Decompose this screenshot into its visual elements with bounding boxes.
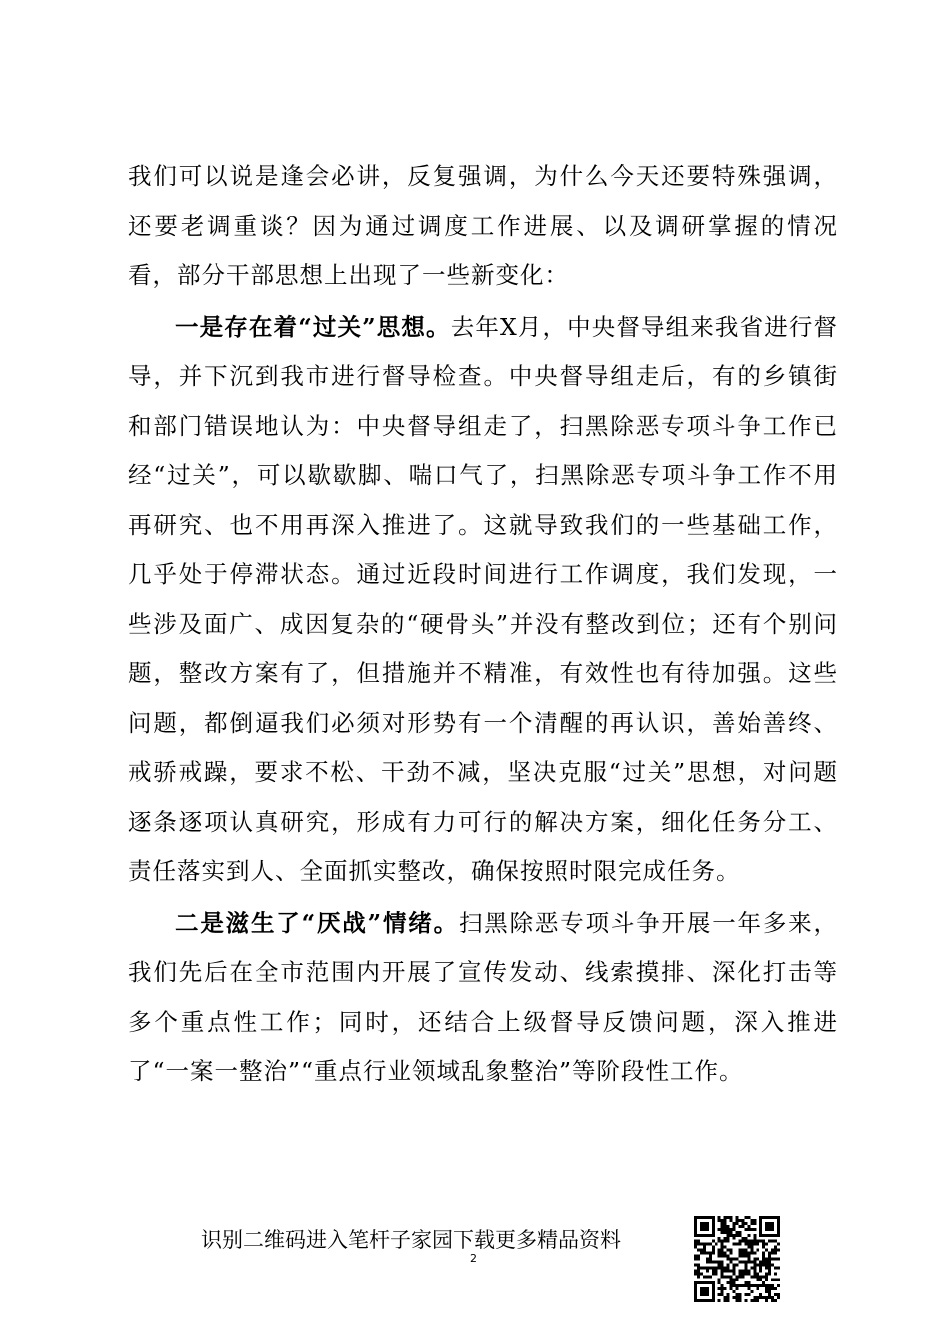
paragraph-text: 我们可以说是逢会必讲，反复强调，为什么今天还要特殊强调，还要老调重谈？因为通过调度工作进展、以及调研掌握的情况看，部分干部思想上出现了一些新变化：	[128, 162, 838, 289]
paragraph-lead: 一是存在着“过关”思想。	[175, 312, 451, 341]
page-number: 2	[470, 1252, 477, 1265]
paragraph-lead: 二是滋生了“厌战”情绪。	[175, 908, 459, 937]
paragraph-text: 去年X月，中央督导组来我省进行督导，并下沉到我市进行督导检查。中央督导组走后，有的乡镇街和部门错误地认为：中央督导组走了，扫黑除恶专项斗争工作已经“过关”，可以歇歇脚、喘口气了，扫黑除恶专项斗争工作不用再研究、也不用再深入推进了。这就导致我们的一些基础工作，几乎处于停滞状态。通过近段时间进行工作调度，我们发现，一些涉及面广、成因复杂的“硬骨头”并没有整改到位；还有个别问题，整改方案有了，但措施并不精准，有效性也有待加强。这些问题，都倒逼我们必须对形势有一个清醒的再认识，善始善终、戒骄戒躁，要求不松、干劲不减，坚决克服“过关”思想，对问题逐条逐项认真研究，形成有力可行的解决方案，细化任务分工、责任落实到人、全面抓实整改，确保按照时限完成任务。	[128, 312, 838, 885]
paragraph-point-1	[128, 303, 838, 897]
paragraph-text: 扫黑除恶专项斗争开展一年多来，我们先后在全市范围内开展了宣传发动、线索摸排、深化打击等多个重点性工作；同时，还结合上级督导反馈问题，深入推进了“一案一整治”“重点行业领域乱象整治”等阶段性工作。	[128, 908, 838, 1085]
document-body	[128, 152, 838, 1097]
paragraph-intro	[128, 152, 838, 301]
footer-promo-text: 识别二维码进入笔杆子家园下载更多精品资料	[201, 1228, 621, 1252]
qr-code-icon[interactable]	[694, 1216, 780, 1302]
paragraph-point-2	[128, 899, 838, 1097]
